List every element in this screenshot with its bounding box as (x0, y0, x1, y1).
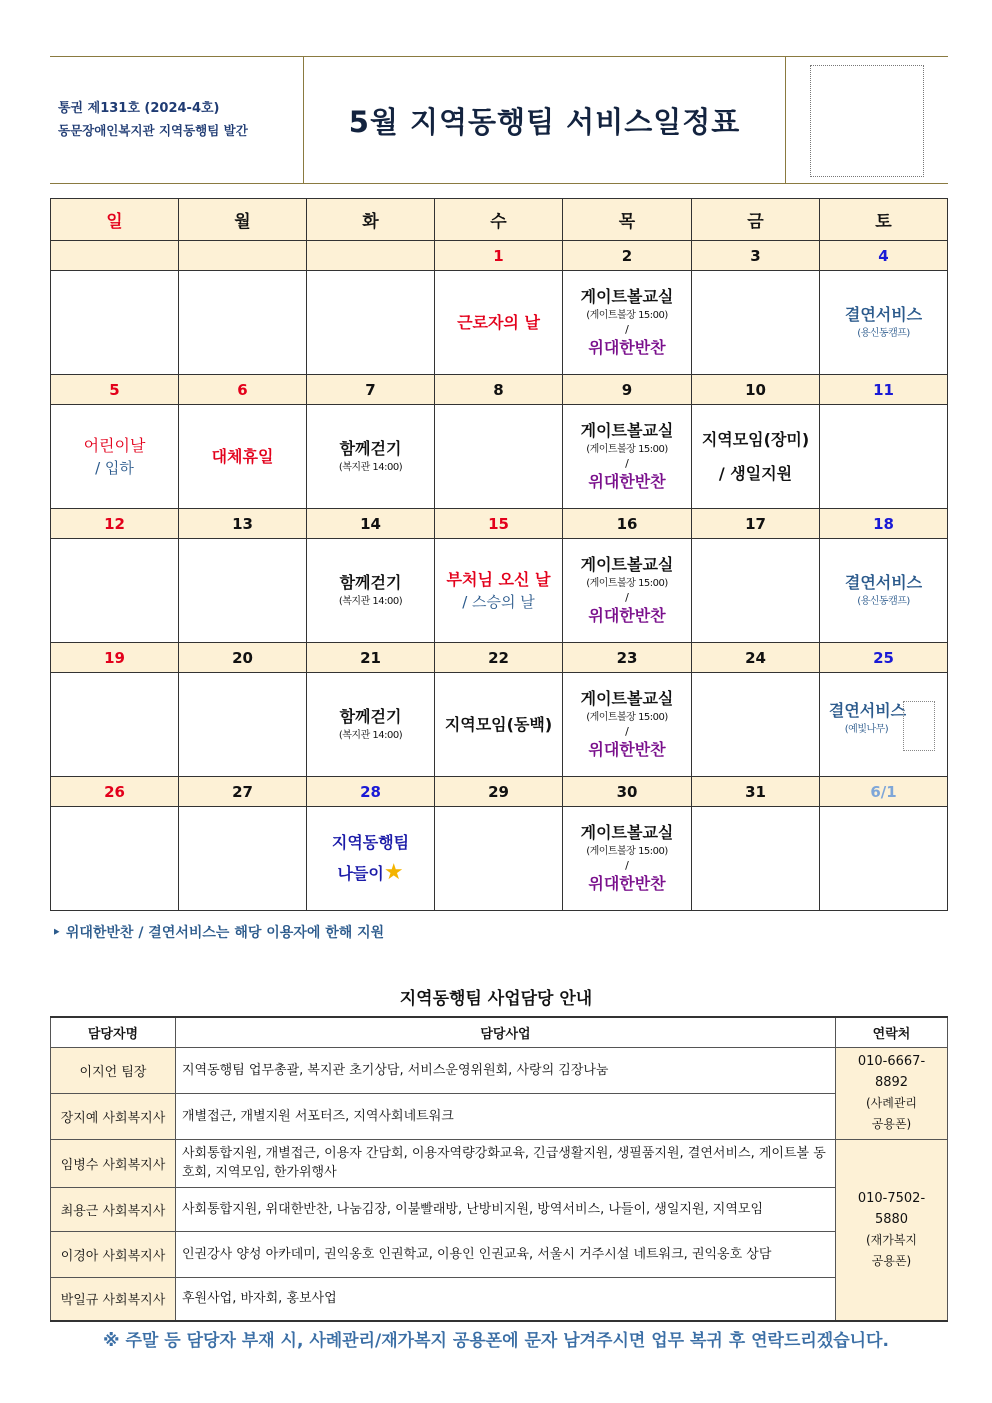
contact-case-phone (836, 1047, 948, 1139)
star-icon: ★ (383, 860, 404, 885)
staff-duty: 후원사업, 바자회, 홍보사업 (176, 1277, 836, 1321)
date-cell: 17 (692, 509, 820, 539)
sponsorship-place: (용신동캠프) (857, 595, 910, 607)
date-cell: 22 (435, 643, 563, 673)
gateball-time: (게이트볼장 15:00) (586, 443, 668, 455)
event-cell (563, 405, 692, 509)
sponsorship-service: 결연서비스 (828, 700, 907, 720)
week-3-events (51, 539, 948, 643)
event-cell (51, 807, 179, 911)
holiday-sub: / 스승의 날 (462, 592, 535, 611)
table-row (51, 1139, 948, 1187)
event-cell (435, 807, 563, 911)
week-1-dates (51, 241, 948, 271)
date-cell: 27 (179, 777, 307, 807)
date-cell: 31 (692, 777, 820, 807)
week-1-events (51, 271, 948, 375)
event-cell (563, 539, 692, 643)
holiday-label: 부처님 오신 날 (446, 569, 551, 589)
event-cell (435, 271, 563, 375)
meal-service: 위대한반찬 (588, 471, 666, 491)
stamp-box (903, 701, 935, 751)
walk-time: (복지관 14:00) (338, 595, 403, 607)
event-cell (307, 807, 435, 911)
table-row (51, 1277, 948, 1321)
meeting-label: 지역모임(동백) (444, 714, 553, 734)
stamp-box (810, 65, 924, 177)
date-cell: 11 (820, 375, 948, 405)
weekday-header (51, 199, 948, 241)
date-cell: 28 (307, 777, 435, 807)
date-cell: 1 (435, 241, 563, 271)
date-cell: 14 (307, 509, 435, 539)
meal-service: 위대한반찬 (588, 605, 666, 625)
event-cell (563, 271, 692, 375)
date-cell: 4 (820, 241, 948, 271)
event-cell (51, 539, 179, 643)
date-cell: 23 (563, 643, 692, 673)
weekday-sat: 토 (820, 199, 948, 241)
phone-number: 010-6667-8892 (857, 1054, 926, 1090)
event-cell (307, 405, 435, 509)
gateball-title: 게이트볼교실 (580, 822, 674, 842)
holiday-sub: / 입하 (95, 458, 134, 477)
date-cell: 6/1 (820, 777, 948, 807)
sponsorship-service: 결연서비스 (844, 304, 923, 324)
event-cell (820, 539, 948, 643)
schedule-calendar (50, 198, 948, 911)
event-cell (179, 673, 307, 777)
meal-service: 위대한반찬 (588, 337, 666, 357)
event-cell (51, 673, 179, 777)
weekday-sun: 일 (51, 199, 179, 241)
separator: / (625, 858, 629, 872)
gateball-title: 게이트볼교실 (580, 286, 674, 306)
support-note: ‣ 위대한반찬 / 결연서비스는 해당 이용자에 한해 지원 (52, 925, 385, 941)
date-cell: 12 (51, 509, 179, 539)
date-cell: 13 (179, 509, 307, 539)
date-cell (179, 241, 307, 271)
staff-duty: 사회통합지원, 개별접근, 이용자 간담회, 이용자역량강화교육, 긴급생활지원, 생필품지원, 결연서비스, 게이트볼 동호회, 지역모임, 한가위행사 (176, 1139, 836, 1187)
event-cell (307, 673, 435, 777)
walk-title: 함께걷기 (339, 438, 402, 458)
date-cell: 16 (563, 509, 692, 539)
header-duty: 담당사업 (176, 1017, 836, 1047)
separator: / (625, 322, 629, 336)
event-cell (692, 539, 820, 643)
event-cell (692, 807, 820, 911)
staff-duty: 인권강사 양성 아카데미, 권익옹호 인권학교, 이용인 인권교육, 서울시 거주시설 네트워크, 권익옹호 상담 (176, 1231, 836, 1277)
event-cell (179, 271, 307, 375)
date-cell: 26 (51, 777, 179, 807)
date-cell: 7 (307, 375, 435, 405)
event-cell (692, 405, 820, 509)
weekday-mon: 월 (179, 199, 307, 241)
outing-text: 나들이 (337, 864, 384, 883)
date-cell: 24 (692, 643, 820, 673)
date-cell: 15 (435, 509, 563, 539)
event-cell (820, 405, 948, 509)
event-cell (435, 673, 563, 777)
event-cell (51, 405, 179, 509)
date-cell: 3 (692, 241, 820, 271)
phone-number: 010-7502-5880 (857, 1190, 926, 1227)
header-info (50, 57, 304, 183)
staff-name: 장지예 사회복지사 (51, 1093, 176, 1139)
holiday-label: 어린이날 (83, 435, 146, 455)
walk-title: 함께걷기 (339, 706, 402, 726)
staff-name: 이경아 사회복지사 (51, 1231, 176, 1277)
date-cell: 19 (51, 643, 179, 673)
walk-time: (복지관 14:00) (338, 461, 403, 473)
date-cell: 2 (563, 241, 692, 271)
date-cell: 21 (307, 643, 435, 673)
issue-number: 통권 제131호 (2024-4호) (58, 101, 220, 116)
event-cell (820, 673, 948, 777)
holiday-label: 근로자의 날 (457, 312, 540, 332)
meeting-label: 지역모임(장미) (701, 429, 810, 449)
weekday-fri: 금 (692, 199, 820, 241)
page-title: 5월 지역동행팀 서비스일정표 (304, 57, 786, 183)
date-cell: 18 (820, 509, 948, 539)
separator: / (625, 456, 629, 470)
staff-header-row (51, 1017, 948, 1047)
event-cell (820, 271, 948, 375)
walk-time: (복지관 14:00) (338, 729, 403, 741)
holiday-label: 대체휴일 (211, 446, 274, 466)
event-cell (692, 271, 820, 375)
weekday-thu: 목 (563, 199, 692, 241)
staff-section-title: 지역동행팀 사업담당 안내 (399, 989, 593, 1009)
event-cell (179, 807, 307, 911)
staff-name: 최용근 사회복지사 (51, 1187, 176, 1231)
gateball-time: (게이트볼장 15:00) (586, 845, 668, 857)
week-2-events (51, 405, 948, 509)
meal-service: 위대한반찬 (588, 873, 666, 893)
header-name: 담당자명 (51, 1017, 176, 1047)
event-cell (563, 673, 692, 777)
staff-table (50, 1016, 948, 1322)
staff-name: 임병수 사회복지사 (51, 1139, 176, 1187)
week-3-dates (51, 509, 948, 539)
sponsorship-place: (용신동캠프) (857, 327, 910, 339)
date-cell: 30 (563, 777, 692, 807)
staff-name: 박일규 사회복지사 (51, 1277, 176, 1321)
event-cell (51, 271, 179, 375)
weekday-tue: 화 (307, 199, 435, 241)
phone-desc: (재가복지 (865, 1232, 918, 1247)
meal-service: 위대한반찬 (588, 739, 666, 759)
event-cell (179, 539, 307, 643)
week-5-events (51, 807, 948, 911)
staff-duty: 사회통합지원, 위대한반찬, 나눔김장, 이불빨래방, 난방비지원, 방역서비스, 나들이, 생일지원, 지역모임 (176, 1187, 836, 1231)
staff-duty: 개별접근, 개별지원 서포터즈, 지역사회네트워크 (176, 1093, 836, 1139)
week-4-events (51, 673, 948, 777)
date-cell: 8 (435, 375, 563, 405)
week-2-dates (51, 375, 948, 405)
publisher: 동문장애인복지관 지역동행팀 발간 (58, 123, 248, 138)
separator: / (625, 724, 629, 738)
date-cell: 29 (435, 777, 563, 807)
gateball-title: 게이트볼교실 (580, 554, 674, 574)
event-cell (563, 807, 692, 911)
walk-title: 함께걷기 (339, 572, 402, 592)
table-row (51, 1187, 948, 1231)
staff-duty: 지역동행팀 업무총괄, 복지관 초기상담, 서비스운영위원회, 사랑의 김장나눔 (176, 1047, 836, 1093)
date-cell (307, 241, 435, 271)
separator: / (625, 590, 629, 604)
gateball-title: 게이트볼교실 (580, 420, 674, 440)
gateball-time: (게이트볼장 15:00) (586, 309, 668, 321)
date-cell: 25 (820, 643, 948, 673)
phone-desc: (사례관리 (865, 1096, 918, 1110)
staff-name: 이지언 팀장 (51, 1047, 176, 1093)
event-cell (179, 405, 307, 509)
contact-home-phone (836, 1139, 948, 1321)
week-4-dates (51, 643, 948, 673)
event-cell (435, 539, 563, 643)
gateball-time: (게이트볼장 15:00) (586, 711, 668, 723)
event-cell (435, 405, 563, 509)
date-cell: 5 (51, 375, 179, 405)
phone-desc: 공용폰) (871, 1253, 912, 1268)
weekday-wed: 수 (435, 199, 563, 241)
event-cell (307, 271, 435, 375)
gateball-time: (게이트볼장 15:00) (586, 577, 668, 589)
date-cell (51, 241, 179, 271)
phone-desc: 공용폰) (871, 1117, 912, 1131)
table-row (51, 1093, 948, 1139)
date-cell: 9 (563, 375, 692, 405)
sponsorship-place: (예빛나무) (844, 723, 889, 735)
event-cell (692, 673, 820, 777)
gateball-title: 게이트볼교실 (580, 688, 674, 708)
birthday-label: / 생일지원 (718, 463, 793, 483)
date-cell: 20 (179, 643, 307, 673)
footer-notice: ※ 주말 등 담당자 부재 시, 사례관리/재가복지 공용폰에 문자 남겨주시면 업무 복귀 후 연락드리겠습니다. (103, 1331, 889, 1351)
sponsorship-service: 결연서비스 (844, 572, 923, 592)
table-row (51, 1231, 948, 1277)
table-row (51, 1047, 948, 1093)
date-cell: 6 (179, 375, 307, 405)
event-cell (307, 539, 435, 643)
outing-label (309, 858, 432, 889)
week-5-dates (51, 777, 948, 807)
event-cell (820, 807, 948, 911)
header-contact: 연락처 (836, 1017, 948, 1047)
date-cell: 10 (692, 375, 820, 405)
newsletter-header (50, 56, 948, 184)
outing-title: 지역동행팀 (331, 833, 410, 852)
